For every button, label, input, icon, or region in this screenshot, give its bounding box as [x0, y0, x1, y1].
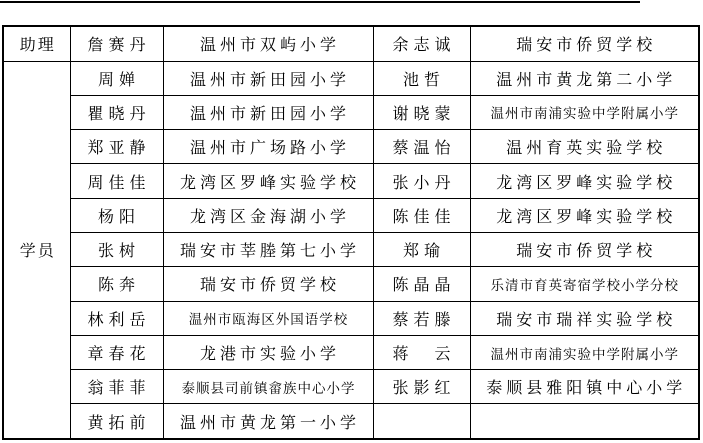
name-cell: 林利岳 [70, 301, 163, 335]
name-cell: 谢晓蒙 [373, 95, 470, 129]
school-cell: 瑞安市侨贸学校 [470, 232, 699, 266]
school-cell: 瑞安市莘塍第七小学 [163, 232, 373, 266]
name-cell: 张小丹 [373, 164, 470, 198]
name-cell: 蒋 云 [373, 335, 470, 369]
name-cell: 张树 [70, 232, 163, 266]
name-cell: 詹赛丹 [70, 26, 163, 61]
name-cell: 余志诚 [373, 26, 470, 61]
school-cell: 温州市双屿小学 [163, 26, 373, 61]
roster-table-body [3, 26, 699, 439]
name-cell: 瞿晓丹 [70, 95, 163, 129]
school-cell: 龙湾区金海湖小学 [163, 198, 373, 232]
table-row [3, 164, 699, 198]
school-cell: 泰顺县司前镇畲族中心小学 [163, 370, 373, 404]
school-cell: 温州市南浦实验中学附属小学 [470, 335, 699, 369]
table-row [3, 61, 699, 95]
name-cell: 翁菲菲 [70, 370, 163, 404]
school-cell: 龙港市实验小学 [163, 335, 373, 369]
school-cell: 龙湾区罗峰实验学校 [470, 164, 699, 198]
table-row [3, 26, 699, 61]
name-cell: 陈晶晶 [373, 267, 470, 301]
table-row [3, 404, 699, 439]
school-cell: 温州育英实验学校 [470, 130, 699, 164]
table-row [3, 198, 699, 232]
table-row [3, 130, 699, 164]
name-cell: 陈佳佳 [373, 198, 470, 232]
school-cell: 温州市广场路小学 [163, 130, 373, 164]
school-cell: 泰顺县雅阳镇中心小学 [470, 370, 699, 404]
table-row [3, 232, 699, 266]
name-cell: 郑亚静 [70, 130, 163, 164]
role-cell: 学员 [3, 61, 70, 439]
school-cell: 乐清市育英寄宿学校小学分校 [470, 267, 699, 301]
table-row [3, 267, 699, 301]
name-cell: 张影红 [373, 370, 470, 404]
table-row [3, 370, 699, 404]
school-cell: 瑞安市侨贸学校 [470, 26, 699, 61]
school-cell: 龙湾区罗峰实验学校 [470, 198, 699, 232]
school-cell: 温州市新田园小学 [163, 61, 373, 95]
school-cell: 温州市黄龙第二小学 [470, 61, 699, 95]
school-cell: 温州市黄龙第一小学 [163, 404, 373, 439]
name-cell: 周婵 [70, 61, 163, 95]
school-cell: 龙湾区罗峰实验学校 [163, 164, 373, 198]
name-cell: 蔡温怡 [373, 130, 470, 164]
name-cell: 黄拓前 [70, 404, 163, 439]
roster-table [2, 25, 700, 440]
table-row [3, 301, 699, 335]
school-cell: 温州市瓯海区外国语学校 [163, 301, 373, 335]
name-cell: 陈奔 [70, 267, 163, 301]
name-cell: 杨阳 [70, 198, 163, 232]
name-cell [373, 404, 470, 439]
table-row [3, 95, 699, 129]
name-cell: 池哲 [373, 61, 470, 95]
table-row [3, 335, 699, 369]
name-cell: 周佳佳 [70, 164, 163, 198]
school-cell: 温州市南浦实验中学附属小学 [470, 95, 699, 129]
top-partial-rule [0, 1, 640, 3]
name-cell: 蔡若滕 [373, 301, 470, 335]
school-cell: 瑞安市侨贸学校 [163, 267, 373, 301]
school-cell: 瑞安市瑞祥实验学校 [470, 301, 699, 335]
school-cell: 温州市新田园小学 [163, 95, 373, 129]
role-cell: 助理 [3, 26, 70, 61]
school-cell [470, 404, 699, 439]
name-cell: 郑瑜 [373, 232, 470, 266]
name-cell: 章春花 [70, 335, 163, 369]
